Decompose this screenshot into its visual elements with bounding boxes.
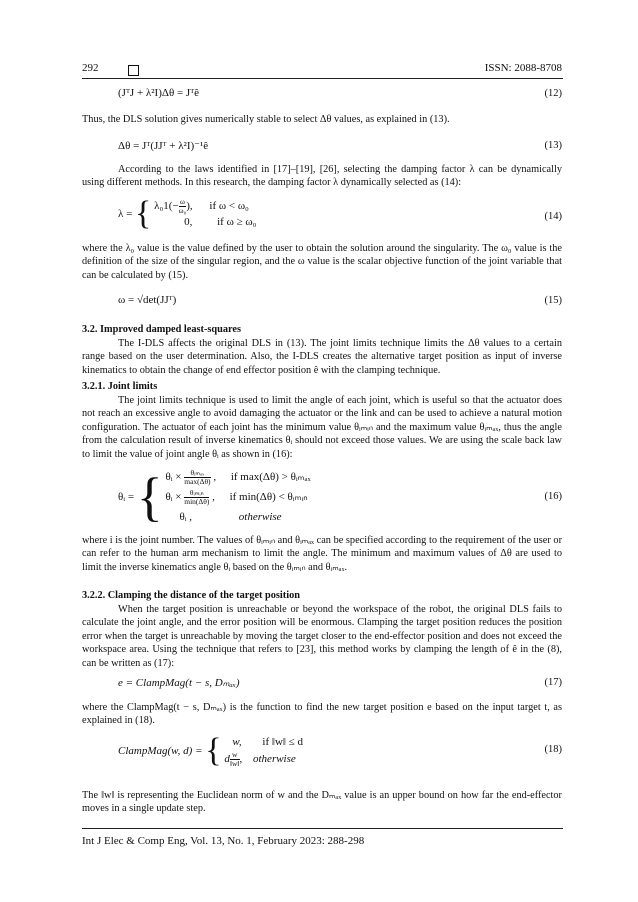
- paragraph: where the ClampMag(t − s, Dₘₐₓ) is the function to find the new target position e based on the input target t, as explained in (18).: [82, 702, 562, 727]
- equation-18-lhs: ClampMag(w, d) =: [118, 745, 203, 758]
- case-condition: if max(Δθ) > θᵢₘₐₓ: [230, 471, 311, 483]
- equation-15-number: (15): [544, 295, 562, 306]
- case-value: 0,: [184, 216, 193, 228]
- equation-14-number: (14): [544, 211, 562, 222]
- frac-den: ‖w‖: [229, 759, 240, 768]
- paragraph: According to the laws identified in [17]–[19], [26], selecting the damping factor λ can be dynamically using different methods. In this research, the damping factor λ dynamically selected as (14):: [82, 164, 562, 189]
- equation-17: e = ClampMag(t − s, Dₘₐₓ): [118, 677, 240, 689]
- issn: ISSN: 2088-8708: [484, 62, 562, 74]
- section-heading: 3.2.2. Clamping the distance of the target position: [82, 590, 300, 601]
- frac-den: min(Δθ): [184, 496, 210, 506]
- equation-15: ω = √det(JJᵀ): [118, 294, 177, 306]
- paragraph: where the λ₀ value is the value defined by the user to obtain the solution around the singularity. The ω₀ value is the definition of the size of the singular region, and the ω value is the scalar objective function of the joint variable that can be calculated by (15).: [82, 243, 562, 281]
- page-number: 292: [82, 62, 99, 74]
- case-condition: if min(Δθ) < θᵢₘᵢₙ: [229, 491, 308, 503]
- footer-journal: Int J Elec & Comp Eng, Vol. 13, No. 1, February 2023: 288-298: [82, 835, 365, 847]
- frac-den: max(Δθ): [184, 476, 211, 486]
- section-heading: 3.2.1. Joint limits: [82, 381, 158, 392]
- paragraph: When the target position is unreachable or beyond the workspace of the robot, the original DLS fails to calculate the joint angle, and the error position will be enormous. Clamping the target position reduces the position error when the target is unreachable by moving the target closer to the end-effector position and does not exceed the workspace area. Using the technique that refers to [23], this method works by clamping the length of ê in the (8), can be written as (17):: [82, 604, 562, 669]
- equation-16-number: (16): [544, 491, 562, 502]
- equation-14-lhs: λ =: [118, 208, 133, 220]
- case-value: w,: [232, 736, 242, 748]
- paragraph: The ‖w‖ is representing the Euclidean norm of w and the Dₘₐₓ value is an upper bound on how far the end-effector moves in a single update step.: [82, 790, 562, 815]
- case-value: λ₀1: [154, 200, 169, 213]
- equation-17-number: (17): [544, 677, 562, 688]
- frac-num: θᵢₘₐₓ: [184, 469, 210, 478]
- section-heading: 3.2. Improved damped least-squares: [82, 324, 241, 335]
- frac-num: w: [230, 751, 240, 760]
- case-condition: if ω < ω₀: [209, 200, 249, 213]
- header-rule: [82, 78, 563, 79]
- paragraph: where i is the joint number. The values of θᵢₘᵢₙ and θᵢₘₐₓ can be specified according to the requirement of the user or can refer to the human arm mechanism to limit the angle. The minimum and maximum values of Δθ are used to limit the inverse kinematics angle θᵢ based on the θᵢₘᵢₙ and θᵢₘₐₓ.: [82, 535, 562, 573]
- equation-16: θᵢ = { θᵢ × $\frac{\text{θᵢₘₐₓ}}{\max(\Delta\theta)}$ , if max(Δθ) > θᵢₘₐₓ θᵢ × $\frac{\text{θᵢₘᵢₙ}}{\min(\Delta\theta)}$ , if min(Δθ) < θᵢₘᵢₙ θᵢ , otherwise: [118, 467, 311, 527]
- left-brace: {: [205, 732, 222, 770]
- equation-12: (JᵀJ + λ²I)Δθ = Jᵀê: [118, 87, 200, 99]
- equation-13: Δθ = Jᵀ(JJᵀ + λ²I)⁻¹ê: [118, 140, 209, 152]
- paragraph: The joint limits technique is used to limit the angle of each joint, which is useful so that the actuator does not reach an excessive angle to avoid damaging the actuator or the link and can be used to achieve a natural motion configuration. The actuator of each joint has the minimum value θᵢₘᵢₙ and the maximum value θᵢₘₐₓ, thus the angle from the calculation result of inverse kinematics θᵢ should not exceed those values. We are using the scale back law to limit the value of joint angle θᵢ as shown in (16):: [82, 395, 562, 460]
- equation-14: λ = { λ₀1(− $\frac{\omega}{\text{ω₀}}$ ), if ω < ω₀ 0, if ω ≥ ω₀: [118, 195, 257, 232]
- left-brace: {: [135, 195, 152, 232]
- case-condition: if ‖w‖ ≤ d: [262, 736, 304, 748]
- paragraph: Thus, the DLS solution gives numerically stable to select Δθ values, as explained in (13).: [82, 114, 450, 125]
- case-condition: otherwise: [238, 511, 282, 523]
- footer-rule: [82, 828, 563, 829]
- equation-13-number: (13): [544, 140, 562, 151]
- left-brace: {: [136, 467, 163, 527]
- case-condition: if ω ≥ ω₀: [217, 216, 257, 228]
- equation-18-number: (18): [544, 744, 562, 755]
- equation-16-lhs: θᵢ =: [118, 491, 135, 503]
- equation-12-number: (12): [544, 88, 562, 99]
- frac-num: ω: [179, 197, 185, 206]
- frac-num: θᵢₘᵢₙ: [184, 489, 209, 498]
- case-condition: otherwise: [253, 753, 296, 766]
- paragraph: The I-DLS affects the original DLS in (13). The joint limits technique limits the Δθ values to a certain range based on the user determination. Also, the I-DLS creates the alternative target position as input of inverse kinematics to obtain the change of end effector position ê with the clamping technique.: [82, 338, 562, 376]
- frac-den: ω₀: [178, 206, 187, 215]
- equation-18: ClampMag(w, d) = { w, if ‖w‖ ≤ d d $\frac{w}{‖w‖}$ , otherwise: [118, 732, 304, 770]
- case-value: θᵢ ,: [179, 511, 193, 523]
